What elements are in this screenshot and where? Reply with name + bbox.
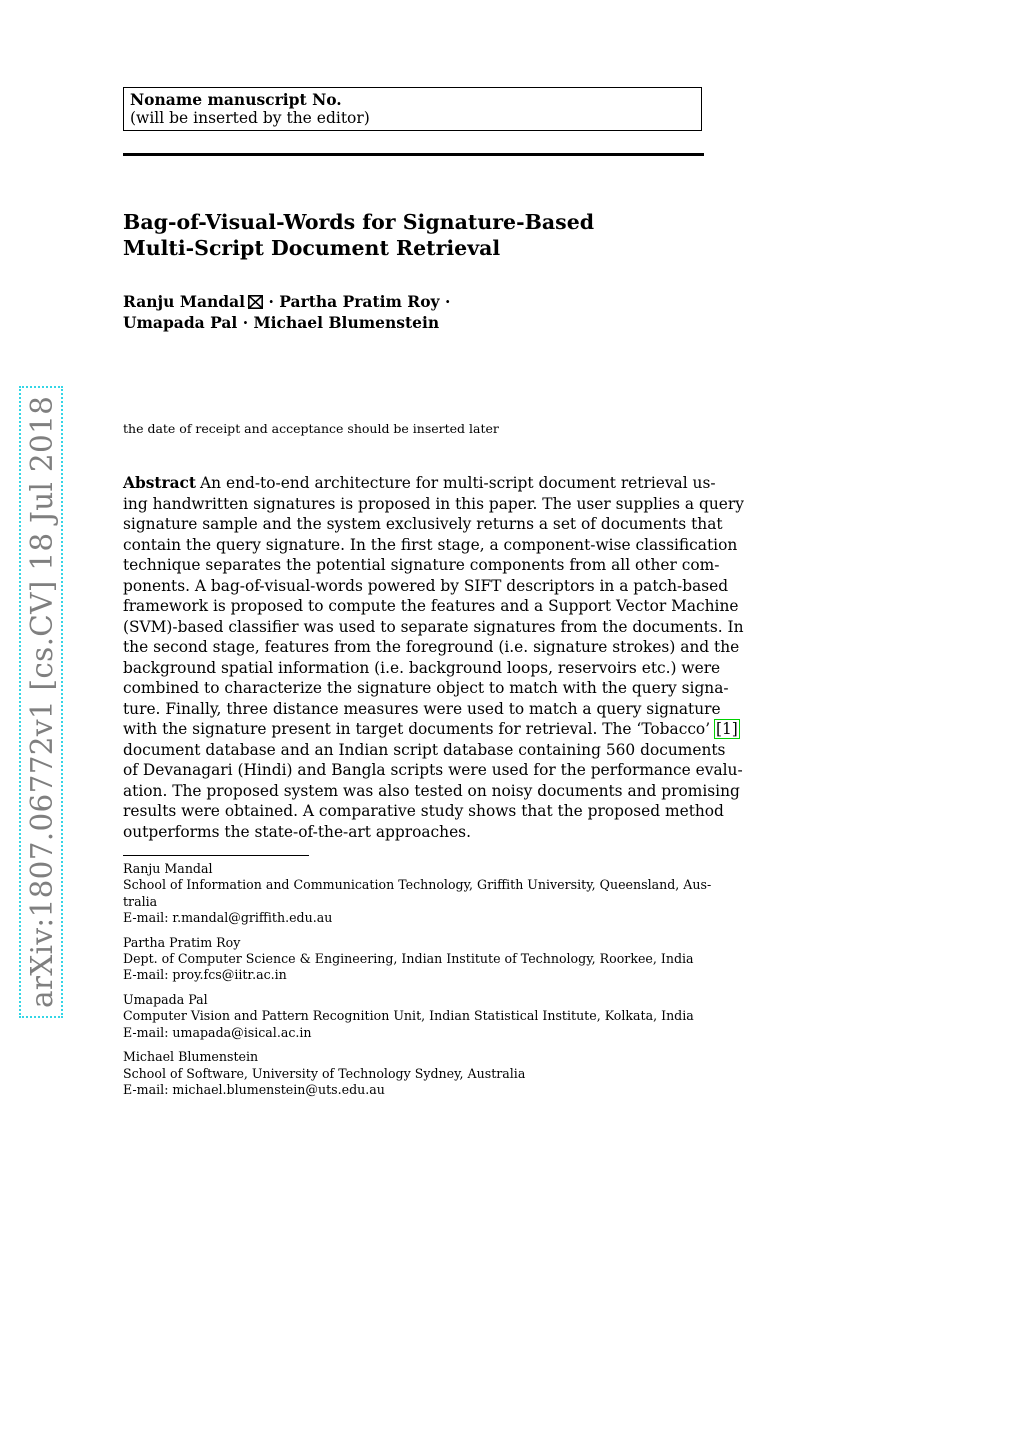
abstract-line: combined to characterize the signature object to match with the query signa- xyxy=(123,679,729,697)
abstract-line: framework is proposed to compute the features and a Support Vector Machine xyxy=(123,597,739,615)
arxiv-stamp xyxy=(19,395,63,1018)
abstract-line: background spatial information (i.e. background loops, reservoirs etc.) were xyxy=(123,658,721,677)
affiliation-dept: Dept. of Computer Science & Engineering, Indian Institute of Technology, Roorkee, India xyxy=(123,950,694,966)
affiliation-dept: Computer Vision and Pattern Recognition Unit, Indian Statistical Institute, Kolkata, India xyxy=(123,1008,694,1024)
footnote-rule xyxy=(123,855,309,856)
author-list xyxy=(123,291,723,333)
affiliation-name: Ranju Mandal xyxy=(123,861,213,876)
paper-title-line-2: Multi-Script Document Retrieval xyxy=(123,236,501,260)
abstract-line: technique separates the potential signature components from all other com- xyxy=(123,556,720,574)
affiliation-email[interactable]: E-mail: proy.fcs@iitr.ac.in xyxy=(123,967,287,983)
abstract-line: ponents. A bag-of-visual-words powered by SIFT descriptors in a patch-based xyxy=(123,576,729,595)
abstract-line: document database and an Indian script database containing 560 documents xyxy=(123,740,726,759)
affiliation-dept-cont: tralia xyxy=(123,893,158,909)
author-line-1 xyxy=(123,291,723,312)
abstract-line: ing handwritten signatures is proposed in this paper. The user supplies a query xyxy=(123,494,744,513)
abstract-line: contain the query signature. In the first stage, a component-wise classification xyxy=(123,535,738,554)
affiliation-dept: School of Software, University of Technology Sydney, Australia xyxy=(123,1065,526,1081)
author-name: Ranju Mandal xyxy=(123,292,246,311)
manuscript-title: Noname manuscript No. xyxy=(130,90,342,109)
paper-title xyxy=(123,209,723,261)
affiliation-block xyxy=(123,861,712,926)
affiliation-name: Michael Blumenstein xyxy=(123,1049,259,1065)
affiliations xyxy=(123,861,712,1107)
author-name: Partha Pratim Roy xyxy=(279,292,440,311)
manuscript-box xyxy=(123,87,702,131)
author-name: Umapada Pal xyxy=(123,313,238,332)
abstract-line: with the signature present in target documents for retrieval. The ‘Tobacco’ [1] xyxy=(123,720,738,738)
paper-title-line-1: Bag-of-Visual-Words for Signature-Based xyxy=(123,210,595,234)
receipt-dates: the date of receipt and acceptance should be inserted later xyxy=(123,421,499,436)
abstract-line: the second stage, features from the foreground (i.e. signature strokes) and the xyxy=(123,638,740,656)
affiliation-email[interactable]: E-mail: r.mandal@griffith.edu.au xyxy=(123,909,333,925)
affiliation-dept: School of Information and Communication Technology, Griffith University, Queensland, Aus- xyxy=(123,877,712,893)
author-line-2 xyxy=(123,312,723,333)
header-rule xyxy=(123,153,704,156)
author-separator: · xyxy=(444,292,451,311)
affiliation-name: Umapada Pal xyxy=(123,992,208,1008)
abstract-line: Abstract An end-to-end architecture for multi-script document retrieval us- xyxy=(123,474,716,492)
abstract-line: ation. The proposed system was also tested on noisy documents and promising xyxy=(123,781,740,800)
author-name: Michael Blumenstein xyxy=(253,313,440,332)
arxiv-identifier[interactable]: arXiv:1807.06772v1 [cs.CV] 18 Jul 2018 xyxy=(19,386,63,1018)
abstract-line: signature sample and the system exclusively returns a set of documents that xyxy=(123,515,723,533)
envelope-icon[interactable] xyxy=(248,293,263,307)
abstract-line: ture. Finally, three distance measures were used to match a query signature xyxy=(123,699,721,718)
abstract-line: (SVM)-based classifier was used to separate signatures from the documents. In xyxy=(123,617,744,636)
manuscript-note: (will be inserted by the editor) xyxy=(130,109,370,127)
affiliation-email[interactable]: E-mail: umapada@isical.ac.in xyxy=(123,1024,312,1040)
abstract xyxy=(123,473,744,842)
affiliation-block xyxy=(123,1049,704,1098)
affiliation-block xyxy=(123,992,704,1041)
affiliation-name: Partha Pratim Roy xyxy=(123,934,241,950)
affiliation-email[interactable]: E-mail: michael.blumenstein@uts.edu.au xyxy=(123,1082,385,1098)
affiliation-block xyxy=(123,935,704,984)
abstract-heading: Abstract xyxy=(123,474,197,492)
author-separator: · xyxy=(242,313,249,332)
abstract-line: outperforms the state-of-the-art approaches. xyxy=(123,822,471,841)
abstract-line: results were obtained. A comparative study shows that the proposed method xyxy=(123,802,724,820)
author-separator: · xyxy=(268,292,274,311)
citation-link[interactable]: [1] xyxy=(716,720,738,738)
abstract-line: of Devanagari (Hindi) and Bangla scripts were used for the performance evalu- xyxy=(123,761,743,779)
